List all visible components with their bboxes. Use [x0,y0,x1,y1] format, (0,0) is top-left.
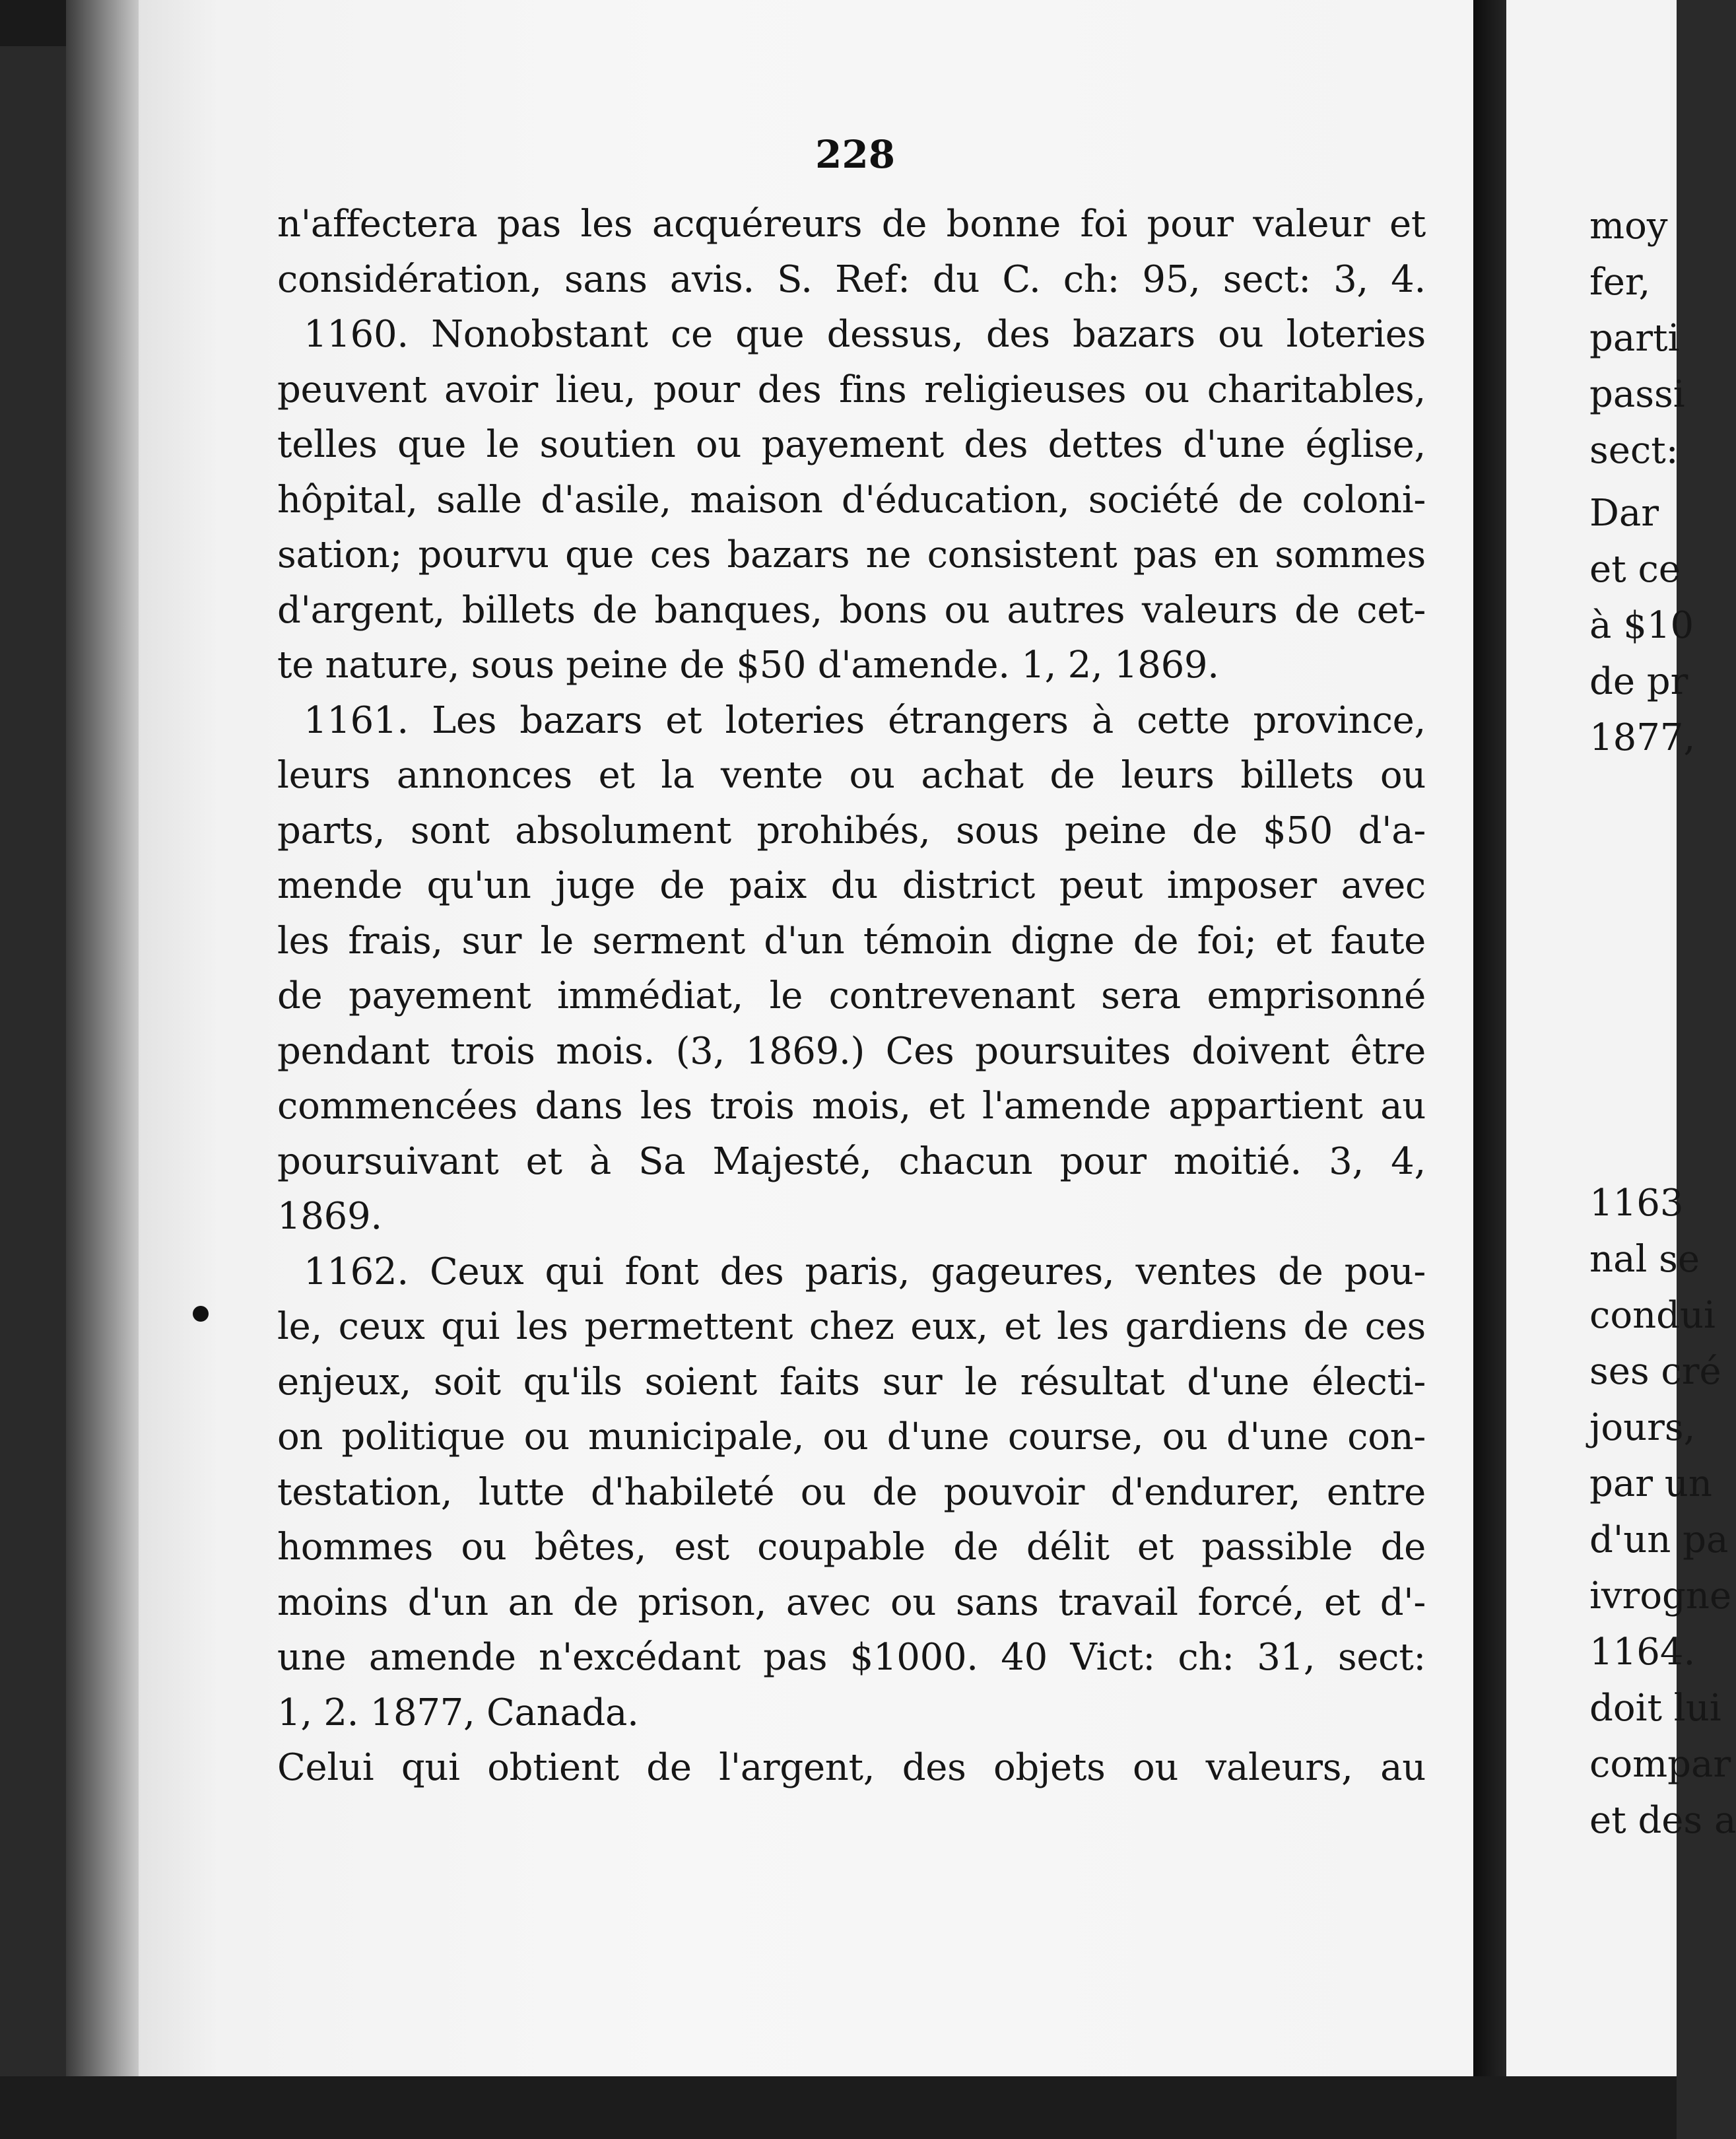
text-line: les frais, sur le serment d'un témoin digne de foi; et faute [277,919,1426,963]
text-line: parts, sont absolument prohibés, sous peine de $50 d'a- [277,809,1426,852]
right-page-line: doit lui [1589,1687,1721,1730]
text-line: 1161. Les bazars et loteries étrangers à cette province, [304,698,1426,742]
text-line: telles que le soutien ou payement des dettes d'une église, [277,423,1426,466]
right-page-line: Dar [1589,492,1659,535]
text-line: commencées dans les trois mois, et l'amende appartient au [277,1085,1426,1128]
text-line: te nature, sous peine de $50 d'amende. 1, 2, 1869. [277,644,1219,687]
right-page-line: de pr [1589,660,1688,703]
text-line: leurs annonces et la vente ou achat de leurs billets ou [277,754,1426,797]
right-page-line: par un [1589,1462,1712,1505]
text-line: le, ceux qui les permettent chez eux, et les gardiens de ces [277,1305,1426,1348]
text-line: pendant trois mois. (3, 1869.) Ces poursuites doivent être [277,1029,1426,1073]
right-page-line: et des a [1589,1799,1736,1842]
text-line: hommes ou bêtes, est coupable de délit et passible de [277,1526,1426,1569]
right-page-line: sect: [1589,429,1679,472]
text-line: une amende n'excédant pas $1000. 40 Vict: ch: 31, sect: [277,1636,1426,1679]
margin-bullet-mark [193,1306,209,1322]
text-line: 1162. Ceux qui font des paris, gageures, ventes de pou- [304,1250,1426,1293]
right-page-line: 1164. [1589,1631,1696,1674]
right-page-line: 1877, [1589,716,1696,759]
text-line: 1869. [277,1195,382,1238]
text-line: poursuivant et à Sa Majesté, chacun pour moitié. 3, 4, [277,1139,1426,1183]
text-line: Celui qui obtient de l'argent, des objets ou valeurs, au [277,1746,1426,1789]
text-line: de payement immédiat, le contrevenant sera emprisonné [277,974,1426,1017]
text-line: d'argent, billets de banques, bons ou autres valeurs de cet- [277,588,1426,632]
text-line: testation, lutte d'habileté ou de pouvoir d'endurer, entre [277,1470,1426,1514]
text-line: hôpital, salle d'asile, maison d'éducation, société de coloni- [277,478,1426,522]
text-line: on politique ou municipale, ou d'une course, ou d'une con- [277,1415,1426,1458]
scan-frame-bottom [0,2076,1677,2139]
right-page-line: ses cré [1589,1350,1721,1393]
text-line: 1160. Nonobstant ce que dessus, des bazars ou loteries [304,313,1426,356]
text-line: peuvent avoir lieu, pour des fins religieuses ou charitables, [277,368,1426,411]
text-line: 1, 2. 1877, Canada. [277,1691,639,1734]
right-page-line: 1163 [1589,1182,1684,1225]
right-page-line: d'un pa [1589,1518,1729,1561]
text-line: mende qu'un juge de paix du district peut imposer avec [277,864,1426,907]
right-page-line: fer, [1589,261,1651,304]
page-number: 228 [815,132,896,177]
text-line: moins d'un an de prison, avec ou sans travail forcé, et d'- [277,1580,1426,1624]
right-page-line: et ce [1589,548,1681,591]
right-page-line: passi [1589,373,1685,416]
page-gutter [1473,0,1506,2139]
right-page-line: ivrogne [1589,1575,1732,1617]
right-page-line: à $10 [1589,604,1694,647]
right-page-line: jours, [1589,1406,1696,1449]
right-page-line: parti [1589,317,1680,360]
text-line: enjeux, soit qu'ils soient faits sur le résultat d'une électi- [277,1360,1426,1404]
right-page-line: condui [1589,1294,1716,1337]
text-line: considération, sans avis. S. Ref: du C. ch: 95, sect: 3, 4. [277,257,1426,301]
right-page-line: moy [1589,205,1668,248]
book-binding [66,0,139,2139]
right-page-line: compar [1589,1743,1731,1786]
text-line: n'affectera pas les acquéreurs de bonne foi pour valeur et [277,203,1426,246]
text-line: sation; pourvu que ces bazars ne consistent pas en sommes [277,533,1426,576]
body-text [277,197,1426,1796]
right-page-line: nal se [1589,1238,1700,1281]
